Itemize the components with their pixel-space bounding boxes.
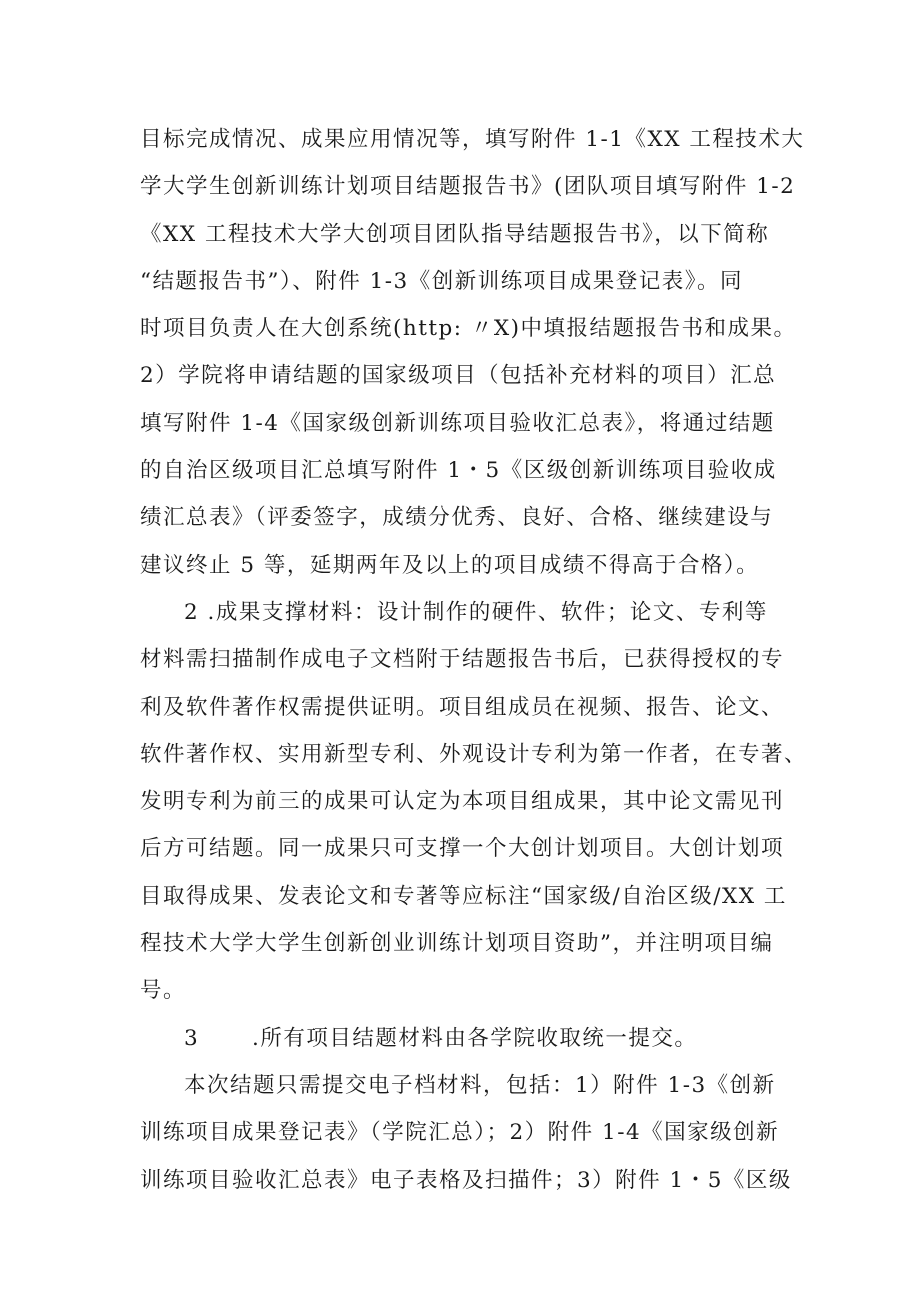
- document-body: [140, 116, 808, 1204]
- item-text: .所有项目结题材料由各学院收取统一提交。: [252, 1025, 698, 1051]
- text-line: 后方可结题。同一成果只可支撑一个大创计划项目。大创计划项: [140, 836, 785, 862]
- text-line: 《XX 工程技术大学大创项目团队指导结题报告书》，以下简称: [140, 221, 770, 247]
- text-line: 软件著作权、实用新型专利、外观设计专利为第一作者，在专著、: [140, 741, 808, 767]
- text-line: 训练项目成果登记表》（学院汇总）；2）附件 1-4《国家级创新: [140, 1120, 780, 1146]
- text-line: 号。: [140, 978, 187, 1004]
- text-line: 材料需扫描制作成电子文档附于结题报告书后，已获得授权的专: [140, 647, 785, 673]
- text-line: 填写附件 1-4《国家级创新训练项目验收汇总表》，将通过结题: [140, 410, 775, 436]
- text-line: “结题报告书”）、附件 1-3《创新训练项目成果登记表》。同: [140, 268, 743, 294]
- text-line: 建议终止 5 等，延期两年及以上的项目成绩不得高于合格）。: [140, 552, 760, 578]
- text-line: [140, 1015, 795, 1062]
- text-line: 本次结题只需提交电子档材料，包括：1）附件 1-3《创新: [184, 1072, 776, 1098]
- text-line: 发明专利为前三的成果可认定为本项目组成果，其中论文需见刊: [140, 789, 785, 815]
- text-line: 训练项目验收汇总表》电子表格及扫描件；3）附件 1・5《区级: [140, 1167, 792, 1193]
- text-line: 目标完成情况、成果应用情况等，填写附件 1-1《XX 工程技术大: [140, 127, 805, 152]
- paragraph-supporting-materials: [140, 589, 808, 1015]
- paragraph-electronic-materials: [140, 1062, 795, 1204]
- text-line: 的自治区级项目汇总填写附件 1・5《区级创新训练项目验收成: [140, 458, 777, 484]
- paragraph-submission-requirements: [140, 116, 805, 589]
- paragraph-collection-note: [140, 1015, 795, 1062]
- text-line: 2）学院将申请结题的国家级项目（包括补充材料的项目）汇总: [140, 363, 777, 389]
- item-number: 3: [184, 1025, 200, 1051]
- text-line: 2 .成果支撑材料：设计制作的硬件、软件；论文、专利等: [184, 599, 768, 625]
- text-line: 学大学生创新训练计划项目结题报告书》(团队项目填写附件 1-2: [140, 174, 796, 200]
- text-line: 时项目负责人在大创系统(http: 〃X)中填报结题报告书和成果。: [140, 316, 797, 342]
- text-line: 绩汇总表》（评委签字，成绩分优秀、良好、合格、继续建设与: [140, 505, 774, 531]
- text-line: 程技术大学大学生创新创业训练计划项目资助”，并注明项目编: [140, 931, 774, 957]
- text-line: 目取得成果、发表论文和专著等应标注“国家级/自治区级/XX 工: [140, 883, 787, 909]
- text-line: 利及软件著作权需提供证明。项目组成员在视频、报告、论文、: [140, 694, 785, 720]
